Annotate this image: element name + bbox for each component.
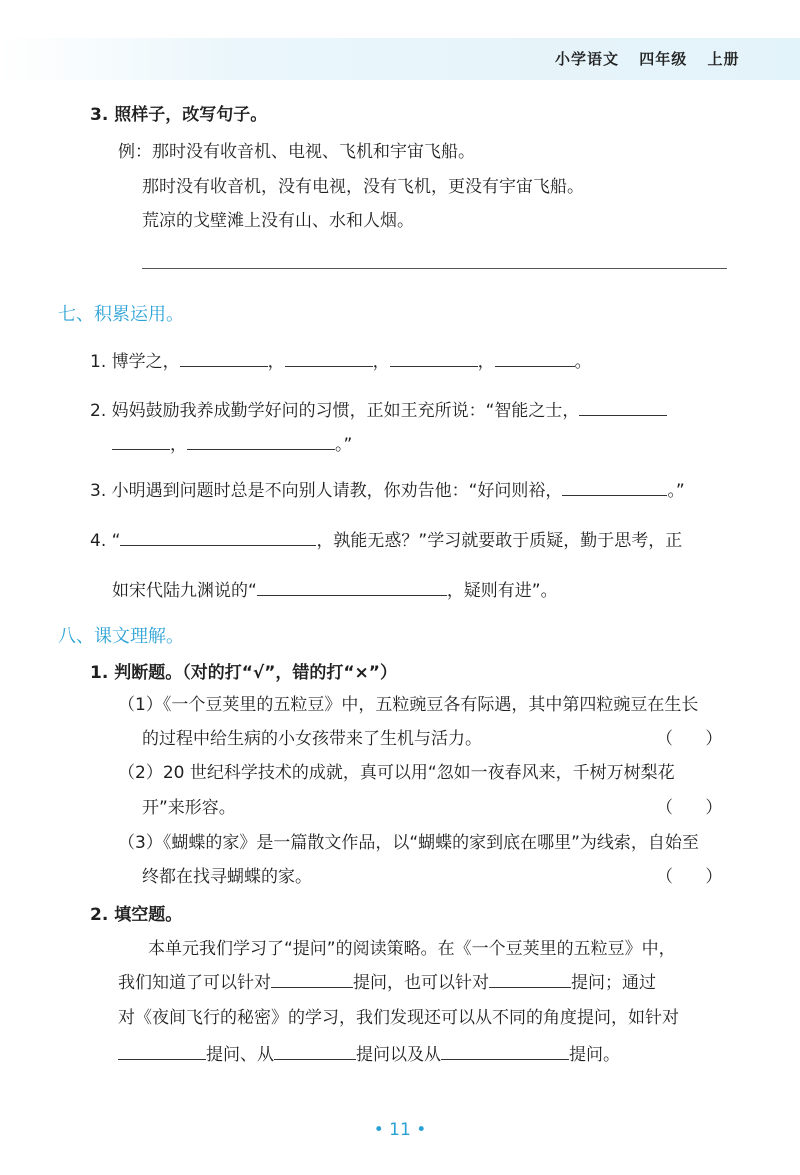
header-grade: 四年级 bbox=[639, 50, 688, 68]
q3-answer-line[interactable] bbox=[142, 268, 727, 269]
page-header bbox=[555, 48, 754, 69]
q3-example-2: 那时没有收音机，没有电视，没有飞机，更没有宇宙飞船。 bbox=[142, 177, 584, 197]
judge-title: 1. 判断题。（对的打“√”，错的打“×”） bbox=[90, 663, 397, 683]
sec7-item-3 bbox=[90, 476, 685, 501]
fill-title: 2. 填空题。 bbox=[90, 905, 183, 925]
fill-blank[interactable] bbox=[441, 1045, 569, 1060]
judge-2-line-1: （2）20 世纪科学技术的成就，真可以用“忽如一夜春风来，千树万树梨花 bbox=[118, 763, 675, 783]
sec7-item-1 bbox=[90, 347, 592, 372]
fill-blank[interactable] bbox=[180, 352, 268, 367]
punct: ， bbox=[267, 352, 285, 372]
judge-1-line-1: （1）《一个豆荚里的五粒豆》中，五粒豌豆各有际遇，其中第四粒豌豆在生长 bbox=[118, 695, 699, 715]
judge-1-answer[interactable]: （ ） bbox=[656, 729, 723, 749]
fill-para-line-2 bbox=[118, 968, 656, 993]
sec7-item-2 bbox=[90, 396, 667, 421]
sec7-item-2-cont bbox=[112, 430, 352, 455]
sec7-item-4-text-2: 如宋代陆九渊说的“ bbox=[112, 581, 257, 601]
fill-blank[interactable] bbox=[118, 1045, 206, 1060]
fill-blank[interactable] bbox=[271, 973, 353, 988]
header-subject: 小学语文 bbox=[555, 50, 620, 68]
fill-para-line-3: 对《夜间飞行的秘密》的学习，我们发现还可以从不同的角度提问，如针对 bbox=[118, 1008, 679, 1028]
fill-blank[interactable] bbox=[274, 1045, 356, 1060]
sec7-item-4-num: 4. “ bbox=[90, 531, 121, 551]
judge-1-line-2: 的过程中给生病的小女孩带来了生机与活力。 bbox=[142, 729, 482, 749]
fill-blank[interactable] bbox=[495, 352, 575, 367]
fill-blank[interactable] bbox=[187, 435, 335, 450]
fill-blank[interactable] bbox=[390, 352, 478, 367]
section-8-title: 八、课文理解。 bbox=[58, 626, 184, 647]
fill-blank[interactable] bbox=[257, 581, 447, 596]
page-number: • 11 • bbox=[373, 1120, 427, 1140]
fill-blank[interactable] bbox=[112, 435, 170, 450]
judge-2-answer[interactable]: （ ） bbox=[656, 798, 723, 818]
punct: 。” bbox=[335, 435, 353, 455]
fill-blank[interactable] bbox=[489, 973, 571, 988]
fill-text: 我们知道了可以针对 bbox=[118, 973, 271, 993]
fill-para-line-4 bbox=[118, 1040, 620, 1065]
sec7-item-3-text: 3. 小明遇到问题时总是不向别人请教，你劝告他：“好问则裕， bbox=[90, 481, 563, 501]
fill-blank[interactable] bbox=[120, 531, 316, 546]
punct: ， bbox=[477, 352, 495, 372]
judge-2-line-2: 开”来形容。 bbox=[142, 798, 236, 818]
punct: ， bbox=[170, 435, 187, 455]
fill-blank[interactable] bbox=[285, 352, 373, 367]
punct: 。 bbox=[574, 352, 592, 372]
fill-blank[interactable] bbox=[562, 481, 667, 496]
fill-text: 提问以及从 bbox=[356, 1045, 441, 1065]
sec7-item-4-cont bbox=[112, 576, 558, 601]
q3-title: 3. 照样子，改写句子。 bbox=[90, 105, 268, 125]
sec7-item-4-text-3: ，疑则有进”。 bbox=[446, 581, 558, 601]
sec7-item-1-text: 1. 博学之， bbox=[90, 352, 180, 372]
fill-text: 提问、从 bbox=[206, 1045, 274, 1065]
sec7-item-4-text: ，孰能无惑？”学习就要敢于质疑，勤于思考，正 bbox=[316, 531, 683, 551]
fill-text: 提问。 bbox=[569, 1045, 620, 1065]
judge-3-answer[interactable]: （ ） bbox=[656, 867, 723, 887]
fill-blank[interactable] bbox=[579, 401, 667, 416]
fill-text: 提问；通过 bbox=[571, 973, 656, 993]
punct: 。” bbox=[667, 481, 685, 501]
fill-text: 提问，也可以针对 bbox=[353, 973, 489, 993]
sec7-item-2-text: 2. 妈妈鼓励我养成勤学好问的习惯，正如王充所说：“智能之士， bbox=[90, 401, 580, 421]
sec7-item-4 bbox=[90, 526, 682, 551]
q3-example-1: 例：那时没有收音机、电视、飞机和宇宙飞船。 bbox=[118, 142, 475, 162]
header-volume: 上册 bbox=[707, 50, 740, 68]
judge-3-line-1: （3）《蝴蝶的家》是一篇散文作品，以“蝴蝶的家到底在哪里”为线索，自始至 bbox=[118, 833, 699, 853]
section-7-title: 七、积累运用。 bbox=[58, 304, 184, 325]
punct: ， bbox=[372, 352, 390, 372]
judge-3-line-2: 终都在找寻蝴蝶的家。 bbox=[142, 867, 312, 887]
fill-para-line-1: 本单元我们学习了“提问”的阅读策略。在《一个豆荚里的五粒豆》中， bbox=[148, 939, 676, 959]
q3-prompt: 荒凉的戈壁滩上没有山、水和人烟。 bbox=[142, 211, 414, 231]
